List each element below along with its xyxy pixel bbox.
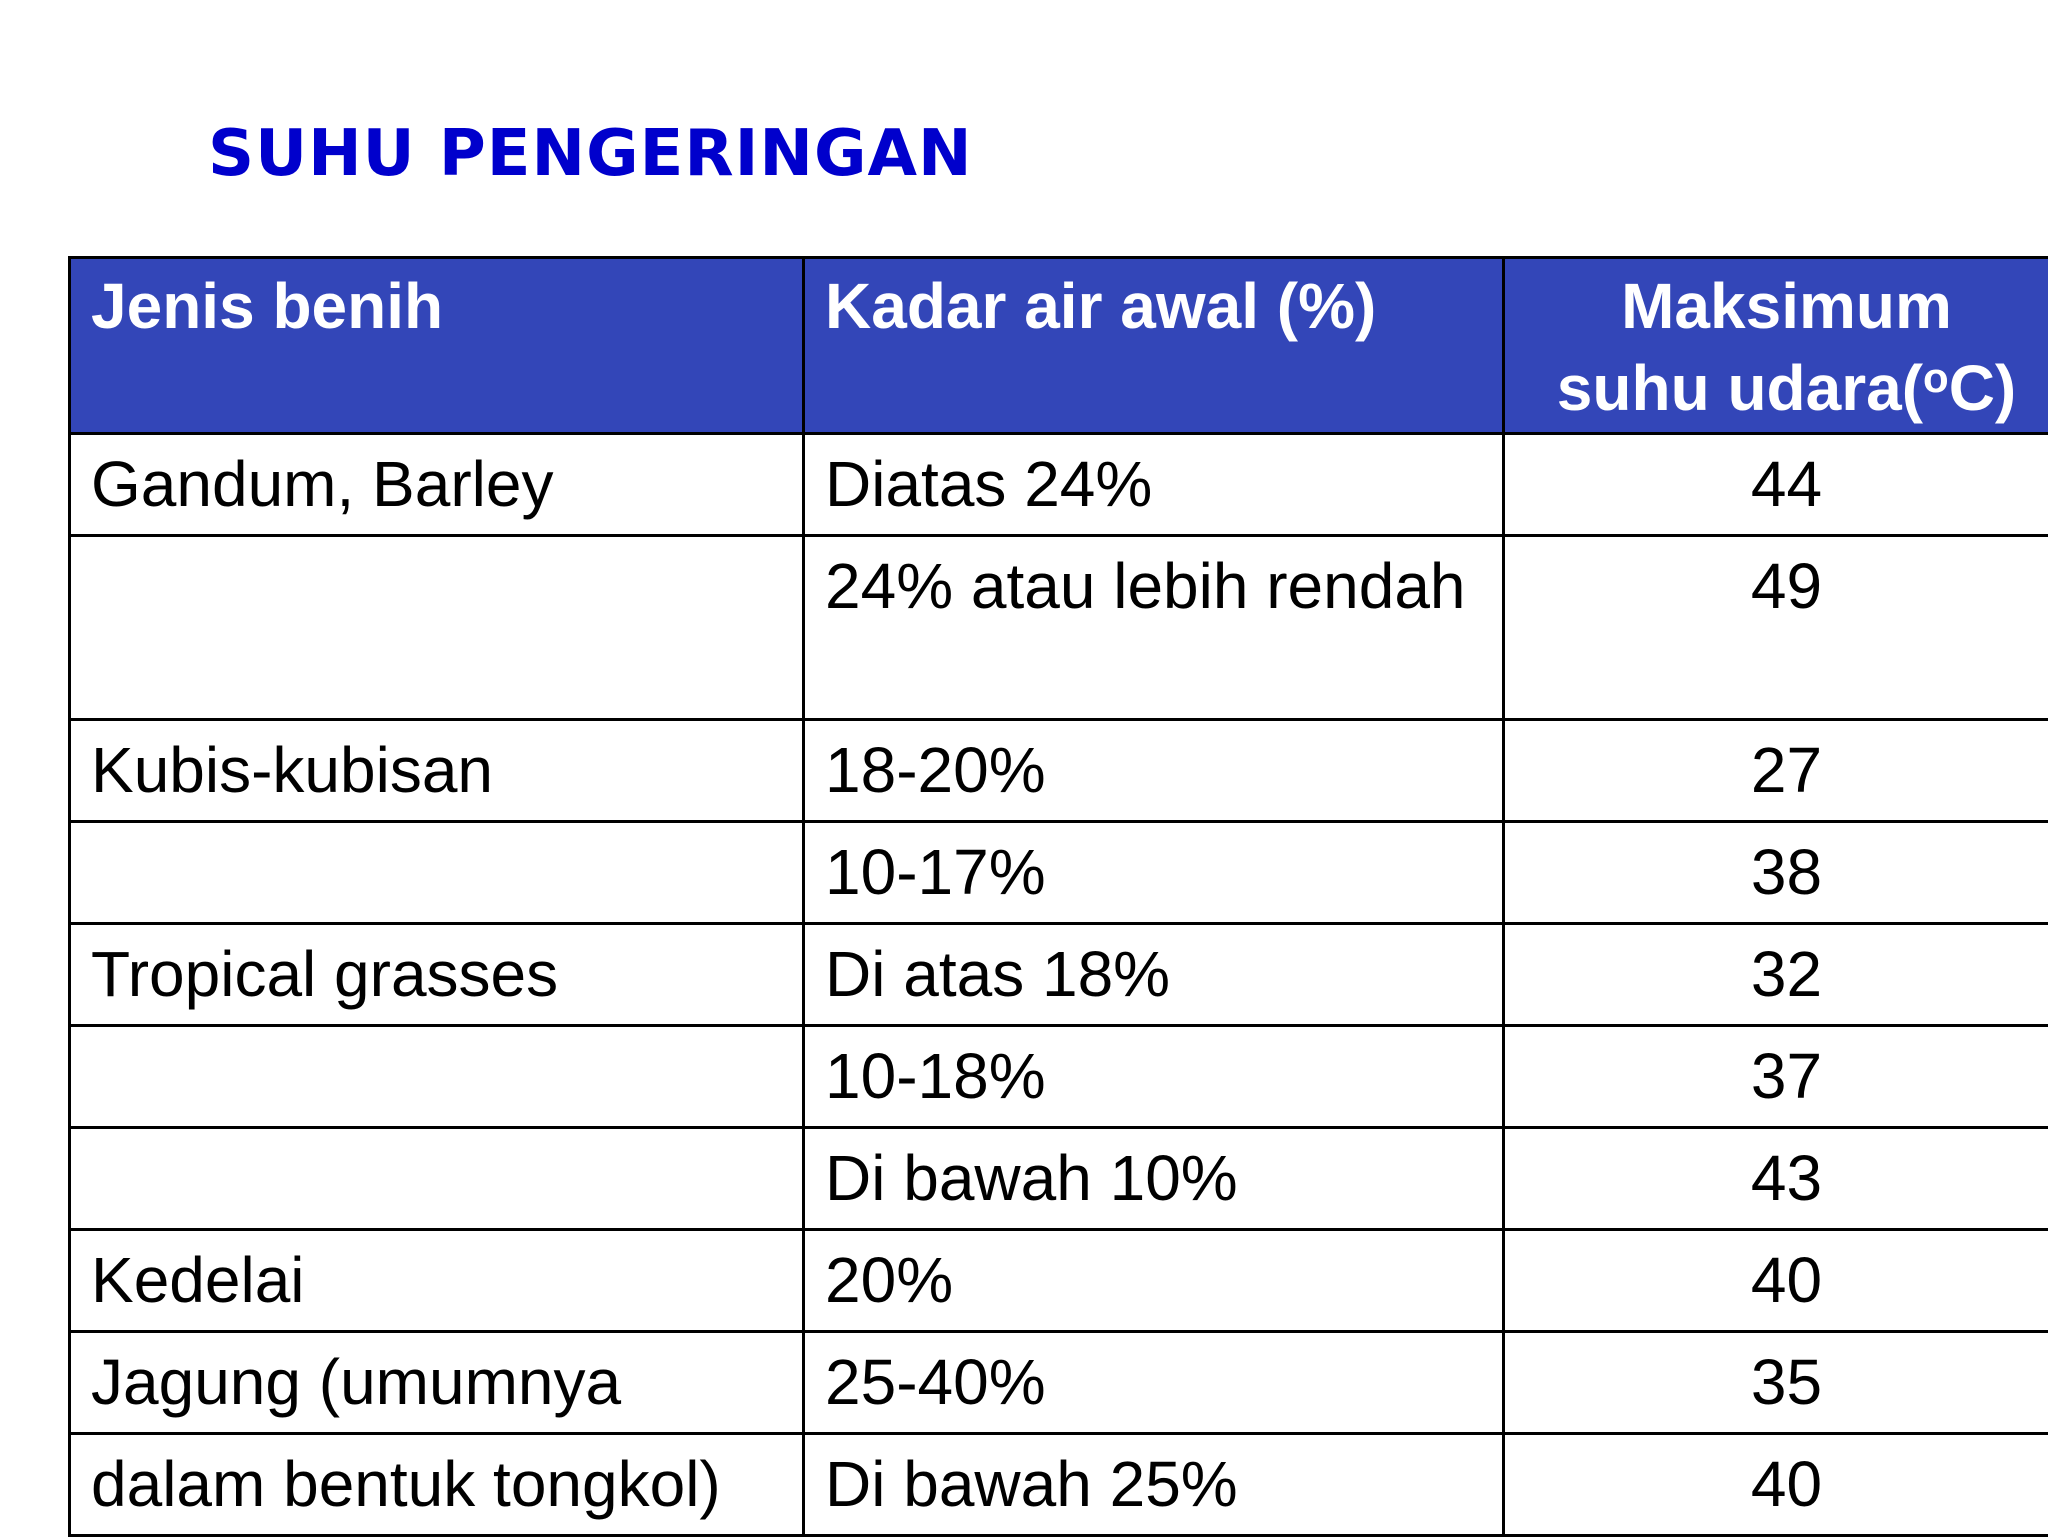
cell-initial-moisture: 20% xyxy=(804,1230,1504,1332)
header-degree-sup: o xyxy=(1923,354,1949,401)
table-row xyxy=(70,822,2048,924)
cell-max-temp: 44 xyxy=(1504,434,2048,536)
cell-initial-moisture: 10-17% xyxy=(804,822,1504,924)
cell-seed-type: Jagung (umumnya xyxy=(70,1332,804,1434)
cell-max-temp: 40 xyxy=(1504,1230,2048,1332)
table-row xyxy=(70,1128,2048,1230)
cell-initial-moisture: 24% atau lebih rendah xyxy=(804,536,1504,720)
cell-max-temp: 40 xyxy=(1504,1434,2048,1536)
cell-max-temp: 32 xyxy=(1504,924,2048,1026)
table-row xyxy=(70,434,2048,536)
cell-max-temp: 37 xyxy=(1504,1026,2048,1128)
cell-seed-type: Kubis-kubisan xyxy=(70,720,804,822)
cell-seed-type: Tropical grasses xyxy=(70,924,804,1026)
cell-seed-type xyxy=(70,1026,804,1128)
cell-initial-moisture: 18-20% xyxy=(804,720,1504,822)
cell-max-temp: 35 xyxy=(1504,1332,2048,1434)
cell-initial-moisture: 25-40% xyxy=(804,1332,1504,1434)
table-row xyxy=(70,1230,2048,1332)
table-header-row xyxy=(70,258,2048,434)
header-max-line2: suhu udara( xyxy=(1557,352,1923,424)
header-max-line1: Maksimum xyxy=(1621,270,1952,342)
cell-seed-type: Gandum, Barley xyxy=(70,434,804,536)
cell-max-temp: 38 xyxy=(1504,822,2048,924)
cell-seed-type xyxy=(70,536,804,720)
cell-seed-type xyxy=(70,1128,804,1230)
cell-max-temp: 49 xyxy=(1504,536,2048,720)
cell-max-temp: 27 xyxy=(1504,720,2048,822)
cell-initial-moisture: 10-18% xyxy=(804,1026,1504,1128)
cell-initial-moisture: Di bawah 25% xyxy=(804,1434,1504,1536)
slide-title: SUHU PENGERINGAN xyxy=(208,112,973,196)
header-max-air-temp xyxy=(1504,258,2048,434)
cell-seed-type xyxy=(70,822,804,924)
table-row xyxy=(70,1332,2048,1434)
table-row xyxy=(70,720,2048,822)
header-seed-type: Jenis benih xyxy=(70,258,804,434)
cell-initial-moisture: Di bawah 10% xyxy=(804,1128,1504,1230)
header-initial-moisture: Kadar air awal (%) xyxy=(804,258,1504,434)
drying-temperature-table xyxy=(68,256,2048,1537)
cell-initial-moisture: Di atas 18% xyxy=(804,924,1504,1026)
cell-initial-moisture: Diatas 24% xyxy=(804,434,1504,536)
cell-max-temp: 43 xyxy=(1504,1128,2048,1230)
cell-seed-type: dalam bentuk tongkol) xyxy=(70,1434,804,1536)
cell-seed-type: Kedelai xyxy=(70,1230,804,1332)
table-row xyxy=(70,536,2048,720)
table-row xyxy=(70,924,2048,1026)
table-row xyxy=(70,1026,2048,1128)
table-row xyxy=(70,1434,2048,1536)
header-max-unit: C) xyxy=(1949,352,2017,424)
